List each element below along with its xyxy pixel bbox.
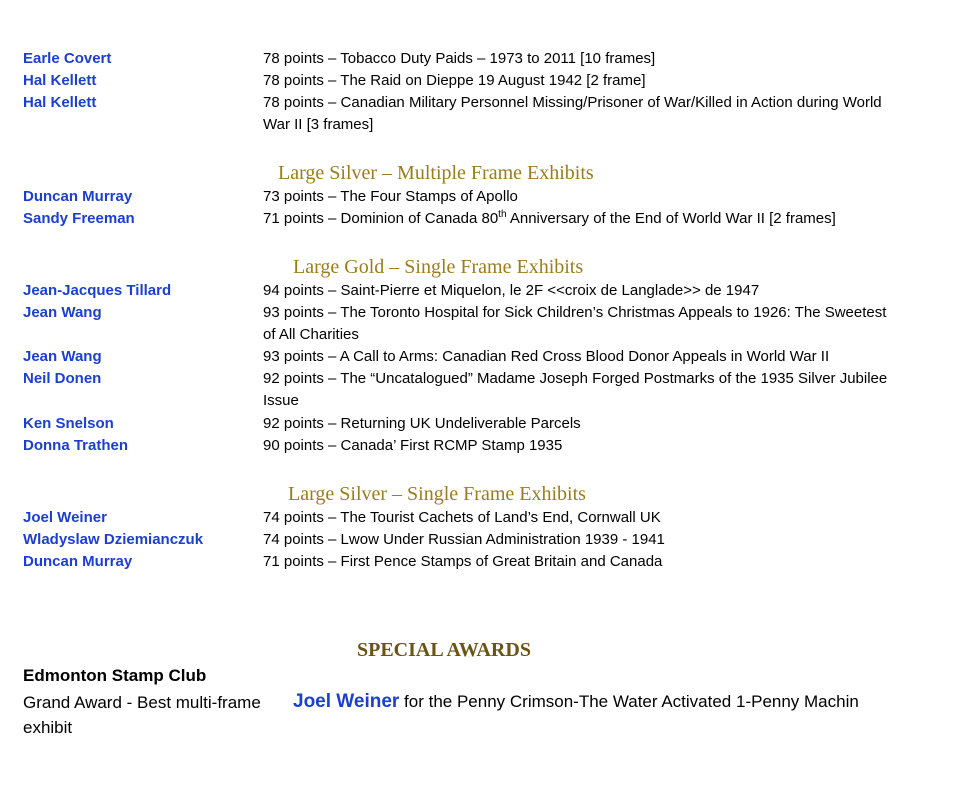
exhibit-description: 90 points – Canada’ First RCMP Stamp 1935 bbox=[263, 437, 563, 454]
section-heading-large-silver-multiple: Large Silver – Multiple Frame Exhibits bbox=[278, 162, 594, 184]
exhibitor-name: Duncan Murray bbox=[23, 553, 133, 570]
exhibitor-name: Donna Trathen bbox=[23, 437, 129, 454]
exhibit-description: 92 points – The “Uncatalogued” Madame Joseph Forged Postmarks of the 1935 Silver Jubilee Issue bbox=[263, 370, 888, 409]
section-heading-large-silver-single: Large Silver – Single Frame Exhibits bbox=[288, 483, 586, 505]
exhibit-description: 92 points – Returning UK Undeliverable Parcels bbox=[263, 415, 581, 432]
grand-award-label: Grand Award - Best multi-frame exhibit bbox=[23, 693, 261, 737]
exhibitor-name: Duncan Murray bbox=[23, 188, 133, 205]
exhibitor-name: Jean Wang bbox=[23, 304, 102, 321]
ordinal-suffix: th bbox=[498, 209, 507, 220]
section-heading-large-gold-single: Large Gold – Single Frame Exhibits bbox=[293, 256, 584, 278]
exhibit-description: 71 points – First Pence Stamps of Great Britain and Canada bbox=[263, 553, 663, 570]
exhibitor-name: Wladyslaw Dziemianczuk bbox=[23, 531, 204, 548]
exhibit-description: 78 points – The Raid on Dieppe 19 August 1942 [2 frame] bbox=[263, 72, 646, 89]
exhibitor-name: Ken Snelson bbox=[23, 415, 114, 432]
special-awards-heading: SPECIAL AWARDS bbox=[357, 639, 531, 661]
exhibit-description: 94 points – Saint-Pierre et Miquelon, le 2F <<croix de Langlade>> de 1947 bbox=[263, 282, 760, 299]
exhibit-description: 74 points – Lwow Under Russian Administration 1939 - 1941 bbox=[263, 531, 665, 548]
exhibitor-name: Sandy Freeman bbox=[23, 210, 135, 227]
winner-name: Joel Weiner bbox=[293, 691, 400, 712]
desc-part: Anniversary of the End of World War II [2 frames] bbox=[506, 210, 836, 227]
exhibitor-name: Hal Kellett bbox=[23, 72, 97, 89]
exhibit-description: 74 points – The Tourist Cachets of Land’s End, Cornwall UK bbox=[263, 509, 661, 526]
exhibitor-name: Jean-Jacques Tillard bbox=[23, 282, 172, 299]
desc-part: 71 points – Dominion of Canada 80 bbox=[263, 210, 499, 227]
exhibitor-name: Hal Kellett bbox=[23, 94, 97, 111]
exhibit-description: 78 points – Canadian Military Personnel Missing/Prisoner of War/Killed in Action during World War II [3 frames] bbox=[263, 94, 882, 133]
exhibitor-name: Jean Wang bbox=[23, 348, 102, 365]
exhibitor-name: Neil Donen bbox=[23, 370, 102, 387]
club-name: Edmonton Stamp Club bbox=[23, 666, 207, 685]
exhibit-description bbox=[263, 208, 913, 230]
exhibit-description: 93 points – The Toronto Hospital for Sick Children’s Christmas Appeals to 1926: The Sweetest of All Charities bbox=[263, 304, 887, 343]
winner-exhibit: for the Penny Crimson-The Water Activated 1-Penny Machin bbox=[399, 692, 859, 711]
exhibit-description: 78 points – Tobacco Duty Paids – 1973 to 2011 [10 frames] bbox=[263, 50, 656, 67]
exhibitor-name: Joel Weiner bbox=[23, 509, 107, 526]
exhibitor-name: Earle Covert bbox=[23, 50, 112, 67]
exhibit-description: 93 points – A Call to Arms: Canadian Red Cross Blood Donor Appeals in World War II bbox=[263, 348, 830, 365]
exhibit-description: 73 points – The Four Stamps of Apollo bbox=[263, 188, 518, 205]
grand-award-winner bbox=[293, 689, 893, 714]
